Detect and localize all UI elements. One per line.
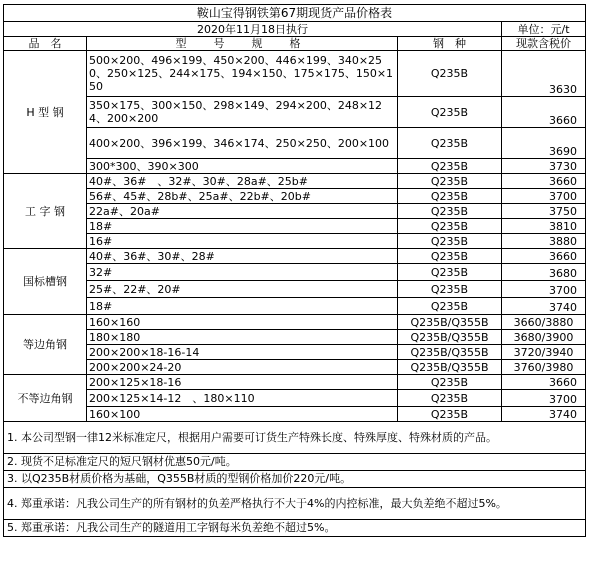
price-cell: 3730 [502, 159, 586, 174]
table-row [4, 249, 586, 264]
price-sheet [3, 4, 585, 537]
grade-cell: Q235B [398, 264, 502, 281]
price-cell: 3680/3900 [502, 330, 586, 345]
price-cell: 3740 [502, 407, 586, 422]
spec-cell: 25#、22#、20# [87, 281, 398, 298]
note-1: 1. 本公司型钢一律12米标准定尺，根据用户需要可订货生产特殊长度、特殊厚度、特殊材质的产品。 [4, 422, 586, 454]
spec-cell: 56#、45#、28b#、25a#、22b#、20b# [87, 189, 398, 204]
price-cell: 3630 [502, 51, 586, 97]
grade-cell: Q235B [398, 189, 502, 204]
price-table [3, 4, 586, 537]
price-cell: 3760/3980 [502, 360, 586, 375]
sheet-title: 鞍山宝得钢铁第67期现货产品价格表 [4, 5, 586, 22]
table-row [4, 375, 586, 390]
grade-cell: Q235B/Q355B [398, 360, 502, 375]
spec-cell: 22a#、20a# [87, 204, 398, 219]
header-spec: 型 号 规 格 [87, 37, 398, 51]
spec-cell: 300*300、390×300 [87, 159, 398, 174]
group-name-h-beam: H 型 钢 [4, 51, 87, 174]
header-grade: 钢 种 [398, 37, 502, 51]
grade-cell: Q235B/Q355B [398, 330, 502, 345]
price-cell: 3660 [502, 375, 586, 390]
price-cell: 3660/3880 [502, 315, 586, 330]
grade-cell: Q235B/Q355B [398, 315, 502, 330]
grade-cell: Q235B [398, 281, 502, 298]
spec-cell: 40#、36# 、32#、30#、28a#、25b# [87, 174, 398, 189]
table-row [4, 330, 586, 345]
table-row [4, 407, 586, 422]
grade-cell: Q235B [398, 204, 502, 219]
table-row [4, 360, 586, 375]
grade-cell: Q235B [398, 128, 502, 159]
effective-date: 2020年11月18日执行 [4, 22, 502, 37]
table-row [4, 128, 586, 159]
group-name-i-beam: 工 字 钢 [4, 174, 87, 249]
spec-cell: 200×200×18-16-14 [87, 345, 398, 360]
grade-cell: Q235B [398, 375, 502, 390]
grade-cell: Q235B [398, 97, 502, 128]
spec-cell: 18# [87, 219, 398, 234]
price-cell: 3700 [502, 390, 586, 407]
note-5: 5. 郑重承诺：凡我公司生产的隧道用工字钢每米负差绝不超过5%。 [4, 520, 586, 537]
price-cell: 3810 [502, 219, 586, 234]
spec-cell: 400×200、396×199、346×174、250×250、200×100 [87, 128, 398, 159]
price-cell: 3660 [502, 174, 586, 189]
spec-cell: 180×180 [87, 330, 398, 345]
spec-cell: 350×175、300×150、298×149、294×200、248×124、200×200 [87, 97, 398, 128]
grade-cell: Q235B/Q355B [398, 345, 502, 360]
price-cell: 3700 [502, 281, 586, 298]
group-name-unequal-angle: 不等边角钢 [4, 375, 87, 422]
table-row [4, 189, 586, 204]
table-row [4, 390, 586, 407]
note-4: 4. 郑重承诺：凡我公司生产的所有钢材的负差严格执行不大于4%的内控标准，最大负差绝不超过5%。 [4, 488, 586, 520]
table-row [4, 264, 586, 281]
table-row [4, 298, 586, 315]
spec-cell: 40#、36#、30#、28# [87, 249, 398, 264]
price-cell: 3690 [502, 128, 586, 159]
grade-cell: Q235B [398, 390, 502, 407]
grade-cell: Q235B [398, 219, 502, 234]
grade-cell: Q235B [398, 249, 502, 264]
header-name: 品 名 [4, 37, 87, 51]
spec-cell: 500×200、496×199、450×200、446×199、340×250、250×125、244×175、194×150、175×175、150×150 [87, 51, 398, 97]
table-row [4, 345, 586, 360]
price-cell: 3740 [502, 298, 586, 315]
price-cell: 3660 [502, 97, 586, 128]
grade-cell: Q235B [398, 298, 502, 315]
table-row [4, 204, 586, 219]
spec-cell: 200×200×24-20 [87, 360, 398, 375]
spec-cell: 160×160 [87, 315, 398, 330]
table-row [4, 51, 586, 97]
table-row [4, 174, 586, 189]
price-cell: 3720/3940 [502, 345, 586, 360]
table-row [4, 234, 586, 249]
table-row [4, 219, 586, 234]
table-row [4, 315, 586, 330]
grade-cell: Q235B [398, 174, 502, 189]
price-cell: 3700 [502, 189, 586, 204]
spec-cell: 160×100 [87, 407, 398, 422]
spec-cell: 32# [87, 264, 398, 281]
note-2: 2. 现货不足标准定尺的短尺钢材优惠50元/吨。 [4, 454, 586, 471]
group-name-channel: 国标槽钢 [4, 249, 87, 315]
grade-cell: Q235B [398, 159, 502, 174]
price-cell: 3750 [502, 204, 586, 219]
header-price: 现款含税价 [502, 37, 586, 51]
spec-cell: 200×125×18-16 [87, 375, 398, 390]
table-row [4, 97, 586, 128]
price-cell: 3660 [502, 249, 586, 264]
grade-cell: Q235B [398, 407, 502, 422]
unit-label: 单位：元/t [502, 22, 586, 37]
table-row [4, 159, 586, 174]
spec-cell: 16# [87, 234, 398, 249]
group-name-equal-angle: 等边角钢 [4, 315, 87, 375]
table-row [4, 281, 586, 298]
note-3: 3. 以Q235B材质价格为基础，Q355B材质的型钢价格加价220元/吨。 [4, 471, 586, 488]
grade-cell: Q235B [398, 51, 502, 97]
price-cell: 3880 [502, 234, 586, 249]
price-cell: 3680 [502, 264, 586, 281]
spec-cell: 200×125×14-12 、180×110 [87, 390, 398, 407]
grade-cell: Q235B [398, 234, 502, 249]
spec-cell: 18# [87, 298, 398, 315]
